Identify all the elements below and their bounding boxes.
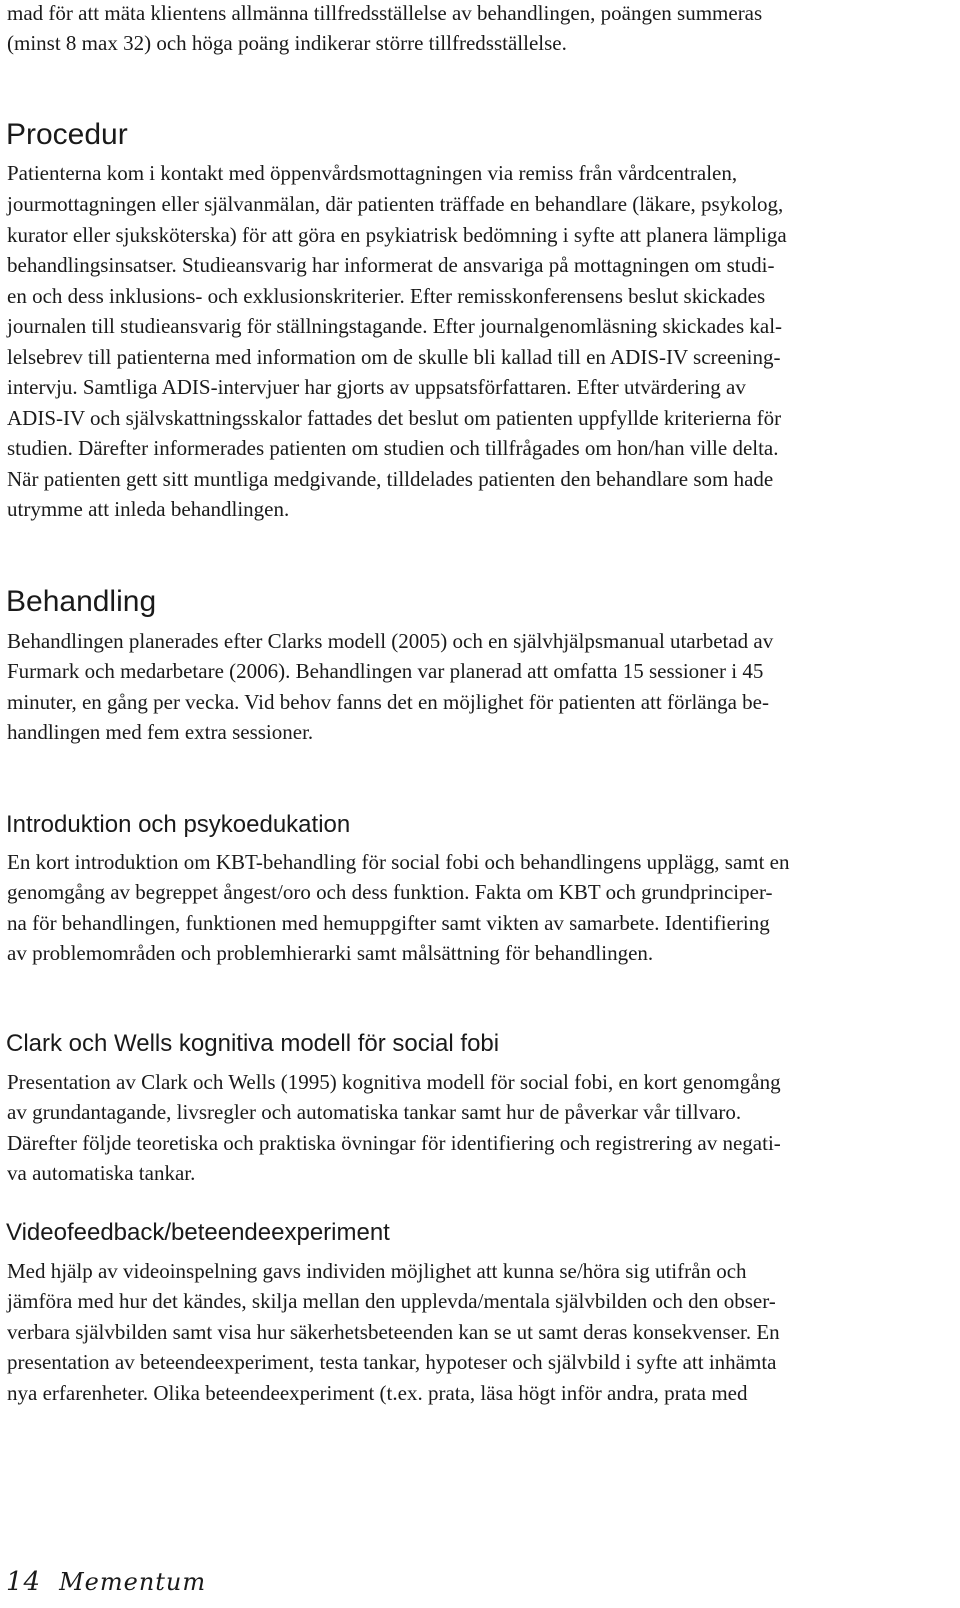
body-text-line: Med hjälp av videoinspelning gavs individen möjlighet att kunna se/höra sig utifrån och xyxy=(7,1259,747,1283)
body-text-line: Presentation av Clark och Wells (1995) kognitiva modell för social fobi, en kort genomgång xyxy=(7,1070,781,1094)
body-text-line: na för behandlingen, funktionen med hemuppgifter samt vikten av samarbete. Identifiering xyxy=(7,911,770,935)
body-text-line: mad för att mäta klientens allmänna tillfredsställelse av behandlingen, poängen summeras xyxy=(7,1,763,25)
body-text-line: intervju. Samtliga ADIS-intervjuer har gjorts av uppsatsförfattaren. Efter utvärdering av xyxy=(7,375,746,399)
section-heading-behandling: Behandling xyxy=(6,585,157,618)
body-text-line: När patienten gett sitt muntliga medgivande, tilldelades patienten den behandlare som hade xyxy=(7,467,774,491)
body-text-line: Därefter följde teoretiska och praktiska övningar för identifiering och registrering av negati- xyxy=(7,1131,781,1155)
body-text-line: Behandlingen planerades efter Clarks modell (2005) och en självhjälpsmanual utarbetad av xyxy=(7,629,774,653)
body-text-line: Furmark och medarbetare (2006). Behandlingen var planerad att omfatta 15 sessioner i 45 xyxy=(7,659,764,683)
body-text-line: genomgång av begreppet ångest/oro och dess funktion. Fakta om KBT och grundprinciper- xyxy=(7,880,773,904)
body-text-line: jourmottagningen eller självanmälan, där patienten träffade en behandlare (läkare, psykolog, xyxy=(7,192,784,216)
body-text-line: va automatiska tankar. xyxy=(7,1161,196,1185)
body-text-line: presentation av beteendeexperiment, testa tankar, hypoteser och självbild i syfte att inhämta xyxy=(7,1350,777,1374)
body-text-line: journalen till studieansvarig för ställningstagande. Efter journalgenomläsning skickades kal- xyxy=(7,314,783,338)
section-heading-videofeedback: Videofeedback/beteendeexperiment xyxy=(6,1219,390,1246)
page-footer xyxy=(6,1567,206,1597)
body-text-line: En kort introduktion om KBT-behandling för social fobi och behandlingens upplägg, samt en xyxy=(7,850,790,874)
body-text-line: av grundantagande, livsregler och automatiska tankar samt hur de påverkar vår tillvaro. xyxy=(7,1100,742,1124)
page-number: 14 xyxy=(6,1567,42,1597)
body-text-line: nya erfarenheter. Olika beteendeexperiment (t.ex. prata, läsa högt inför andra, prata med xyxy=(7,1381,748,1405)
section-heading-introduktion: Introduktion och psykoedukation xyxy=(6,811,351,838)
body-text-line: kurator eller sjuksköterska) för att göra en psykiatrisk bedömning i syfte att planera lämpliga xyxy=(7,223,787,247)
body-text-line: studien. Därefter informerades patienten om studien och tillfrågades om hon/han ville delta. xyxy=(7,436,779,460)
body-text-line: ADIS-IV och självskattningsskalor fattades det beslut om patienten uppfyllde kriterierna för xyxy=(7,406,782,430)
body-text-line: minuter, en gång per vecka. Vid behov fanns det en möjlighet för patienten att förlänga be- xyxy=(7,690,769,714)
body-text-line: utrymme att inleda behandlingen. xyxy=(7,497,290,521)
body-text-line: behandlingsinsatser. Studieansvarig har informerat de ansvariga på mottagningen om studi- xyxy=(7,253,775,277)
publication-name: Mementum xyxy=(59,1568,207,1596)
body-text-line: jämföra med hur det kändes, skilja mellan den upplevda/mentala självbilden och den obser- xyxy=(7,1289,776,1313)
section-heading-procedur: Procedur xyxy=(6,118,128,151)
body-text-line: verbara självbilden samt visa hur säkerhetsbeteenden kan se ut samt deras konsekvenser. En xyxy=(7,1320,780,1344)
section-heading-clark-wells: Clark och Wells kognitiva modell för social fobi xyxy=(6,1030,500,1057)
body-text-line: lelsebrev till patienterna med information om de skulle bli kallad till en ADIS-IV screening- xyxy=(7,345,781,369)
body-text-line: handlingen med fem extra sessioner. xyxy=(7,720,314,744)
body-text-line: (minst 8 max 32) och höga poäng indikerar större tillfredsställelse. xyxy=(7,31,567,55)
body-text-line: en och dess inklusions- och exklusionskriterier. Efter remisskonferensens beslut skickades xyxy=(7,284,766,308)
body-text-line: Patienterna kom i kontakt med öppenvårdsmottagningen via remiss från vårdcentralen, xyxy=(7,161,738,185)
body-text-line: av problemområden och problemhierarki samt målsättning för behandlingen. xyxy=(7,941,654,965)
